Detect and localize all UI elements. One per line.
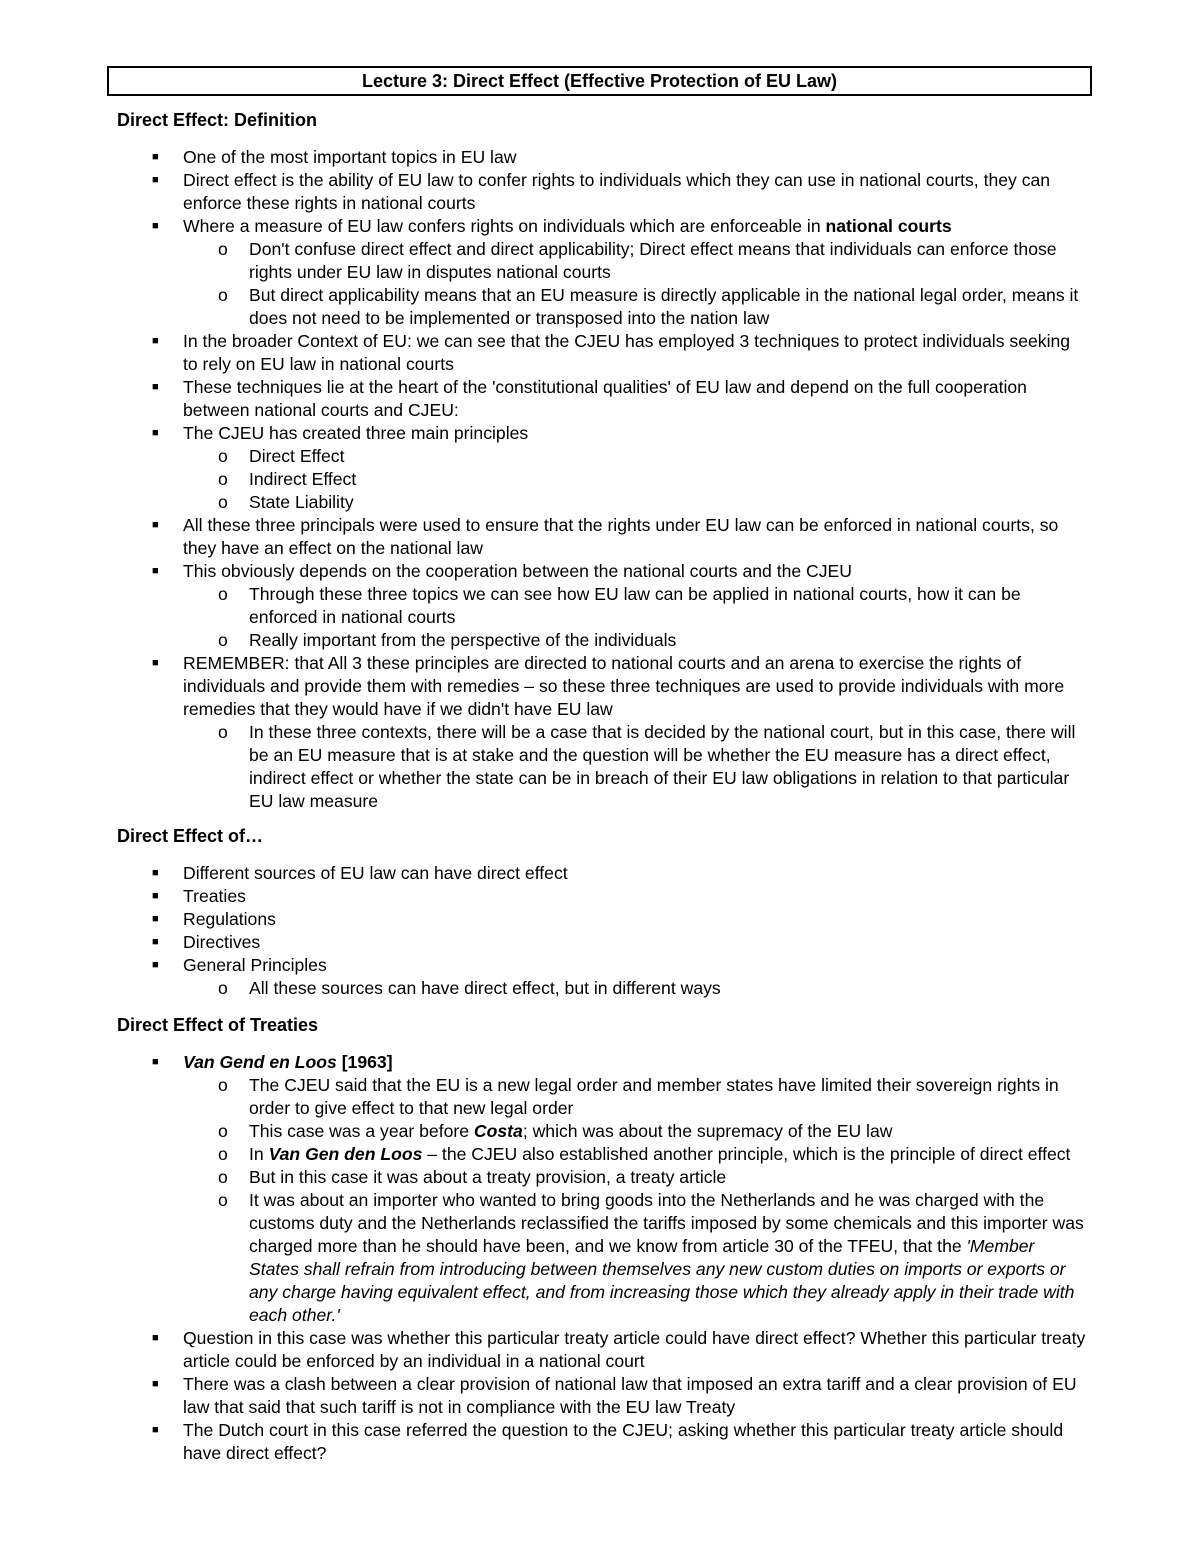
circle-bullet-icon: o [218,630,228,650]
sub-list [183,977,1087,1000]
circle-bullet-icon: o [218,584,228,604]
treaty-quote: 'Member States shall refrain from introducing between themselves any new custom duties on imports or exports or any charge having equivalent effect, and from increasing those which they already apply in their trade with each other.' [249,1236,1075,1325]
list-item: ■ One of the most important topics in EU law [152,147,517,167]
section-direct-effect-of-treaties [117,1014,1087,1465]
square-bullet-icon: ■ [152,959,159,971]
sub-list-item: o Don't confuse direct effect and direct applicability; Direct effect means that individuals can enforce those rights under EU law in disputes national courts [218,239,1057,282]
square-bullet-icon: ■ [152,151,159,163]
sub-list-item: o In Van Gen den Loos – the CJEU also established another principle, which is the principle of direct effect [218,1144,1071,1164]
square-bullet-icon: ■ [152,220,159,232]
sub-list-item: o All these sources can have direct effect, but in different ways [218,978,721,998]
list-item: ■ The Dutch court in this case referred the question to the CJEU; asking whether this particular treaty article should have direct effect? [152,1420,1064,1463]
square-bullet-icon: ■ [152,565,159,577]
circle-bullet-icon: o [218,469,228,489]
sub-list-item: o It was about an importer who wanted to bring goods into the Netherlands and he was charged with the customs duty and the Netherlands reclassified the tariffs imposed by some chemicals and this importer was charged more than he should have been, and we know from article 30 of the TFEU, that the 'Member States shall refrain from introducing between themselves any new custom duties on imports or exports or any charge having equivalent effect, and from increasing those which they already apply in their trade with each other.' [218,1190,1084,1325]
list-item: ■ Question in this case was whether this particular treaty article could have direct effect? Whether this particular treaty article could be enforced by an individual in a national court [152,1328,1086,1371]
list-item: ■ REMEMBER: that All 3 these principles are directed to national courts and an arena to exercise the rights of individuals and provide them with remedies – so these three techniques are used to provide individuals with more remedies that they would have if we didn't have EU law o In these three contexts, there will be a case that is decided by the national court, but in this case, there will be an EU measure that is at stake and the question will be whether the EU measure has a direct effect, indirect effect or whether the state can be in breach of their EU law obligations in relation to that particular EU law measure [117,652,1087,813]
sub-list [183,445,1087,514]
list-item: ■ Direct effect is the ability of EU law to confer rights to individuals which they can use in national courts, they can enforce these rights in national courts [152,170,1051,213]
case-name: Van Gen den Loos [268,1144,423,1164]
sub-list-item: o State Liability [218,492,354,512]
list-item: ■ Van Gend en Loos [1963] o The CJEU said that the EU is a new legal order and member states have limited their sovereign rights in order to give effect to that new legal order o This case was a year before Costa; which was about the supremacy of the EU law o In Van Gen den Loos – the CJEU also established another principle, which is the principle of direct effect o But in this case it was about a treaty provision, a treaty article o It was about an importer who wanted to bring goods into the Netherlands and he was charged with the customs duty and the Netherlands reclassified the tariffs imposed by some chemicals and this importer was charged more than he should have been, and we know from article 30 of the TFEU, that the 'Member States shall refrain from introducing between themselves any new custom duties on imports or exports or any charge having equivalent effect, and from increasing those which they already apply in their trade with each other.' [117,1051,1087,1327]
square-bullet-icon: ■ [152,1424,159,1436]
square-bullet-icon: ■ [152,427,159,439]
circle-bullet-icon: o [218,1167,228,1187]
square-bullet-icon: ■ [152,519,159,531]
section-definition [117,109,1087,813]
circle-bullet-icon: o [218,722,228,742]
list-item: ■ Regulations [152,909,276,929]
list-item: ■ All these three principals were used to ensure that the rights under EU law can be enforced in national courts, so they have an effect on the national law [152,515,1059,558]
list-item: ■ The CJEU has created three main principles o Direct Effect o Indirect Effect o State Liability [117,422,1087,514]
section-direct-effect-of [117,825,1087,1000]
section-heading: Direct Effect of Treaties [117,1015,319,1035]
sub-list-item: o Indirect Effect [218,469,357,489]
list-item: ■ These techniques lie at the heart of the 'constitutional qualities' of EU law and depend on the full cooperation between national courts and CJEU: [152,377,1027,420]
case-name: Van Gend en Loos [183,1052,337,1072]
square-bullet-icon: ■ [152,1056,159,1068]
bullet-list [117,146,1087,813]
sub-list-item: o But direct applicability means that an EU measure is directly applicable in the national legal order, means it does not need to be implemented or transposed into the nation law [218,285,1079,328]
list-item: ■ General Principles o All these sources can have direct effect, but in different ways [117,954,1087,1000]
list-item: ■ Directives [152,932,261,952]
bullet-list [117,1051,1087,1465]
sub-list [183,1074,1087,1327]
square-bullet-icon: ■ [152,381,159,393]
square-bullet-icon: ■ [152,335,159,347]
sub-list-item: o The CJEU said that the EU is a new legal order and member states have limited their sovereign rights in order to give effect to that new legal order [218,1075,1059,1118]
list-item: ■ Where a measure of EU law confers rights on individuals which are enforceable in national courts o Don't confuse direct effect and direct applicability; Direct effect means that individuals can enforce those rights under EU law in disputes national courts o But direct applicability means that an EU measure is directly applicable in the national legal order, means it does not need to be implemented or transposed into the nation law [117,215,1087,330]
sub-list [183,583,1087,652]
bullet-list [117,862,1087,1000]
list-item: ■ Different sources of EU law can have direct effect [152,863,568,883]
sub-list-item: o Direct Effect [218,446,345,466]
list-item: ■ This obviously depends on the cooperation between the national courts and the CJEU o Through these three topics we can see how EU law can be applied in national courts, how it can be enforced in national courts o Really important from the perspective of the individuals [117,560,1087,652]
sub-list-item: o This case was a year before Costa; which was about the supremacy of the EU law [218,1121,893,1141]
square-bullet-icon: ■ [152,1378,159,1390]
square-bullet-icon: ■ [152,913,159,925]
page-title: Lecture 3: Direct Effect (Effective Protection of EU Law) [107,66,1092,96]
square-bullet-icon: ■ [152,936,159,948]
square-bullet-icon: ■ [152,174,159,186]
section-heading: Direct Effect: Definition [117,110,318,130]
sub-list [183,721,1087,813]
section-heading: Direct Effect of… [117,826,264,846]
list-item: ■ Treaties [152,886,246,906]
square-bullet-icon: ■ [152,657,159,669]
circle-bullet-icon: o [218,446,228,466]
circle-bullet-icon: o [218,1144,228,1164]
circle-bullet-icon: o [218,492,228,512]
circle-bullet-icon: o [218,285,228,305]
circle-bullet-icon: o [218,239,228,259]
sub-list-item: o But in this case it was about a treaty provision, a treaty article [218,1167,727,1187]
sub-list-item: o In these three contexts, there will be a case that is decided by the national court, but in this case, there will be an EU measure that is at stake and the question will be whether the EU measure has a direct effect, indirect effect or whether the state can be in breach of their EU law obligations in relation to that particular EU law measure [218,722,1076,811]
square-bullet-icon: ■ [152,867,159,879]
list-item: ■ In the broader Context of EU: we can see that the CJEU has employed 3 techniques to protect individuals seeking to rely on EU law in national courts [152,331,1071,374]
sub-list-item: o Through these three topics we can see how EU law can be applied in national courts, how it can be enforced in national courts [218,584,1021,627]
circle-bullet-icon: o [218,978,228,998]
case-name: Costa [473,1121,523,1141]
list-item: ■ There was a clash between a clear provision of national law that imposed an extra tariff and a clear provision of EU law that said that such tariff is not in compliance with the EU law Treaty [152,1374,1077,1417]
circle-bullet-icon: o [218,1075,228,1095]
circle-bullet-icon: o [218,1190,228,1210]
square-bullet-icon: ■ [152,890,159,902]
sub-list-item: o Really important from the perspective of the individuals [218,630,677,650]
sub-list [183,238,1087,330]
circle-bullet-icon: o [218,1121,228,1141]
square-bullet-icon: ■ [152,1332,159,1344]
